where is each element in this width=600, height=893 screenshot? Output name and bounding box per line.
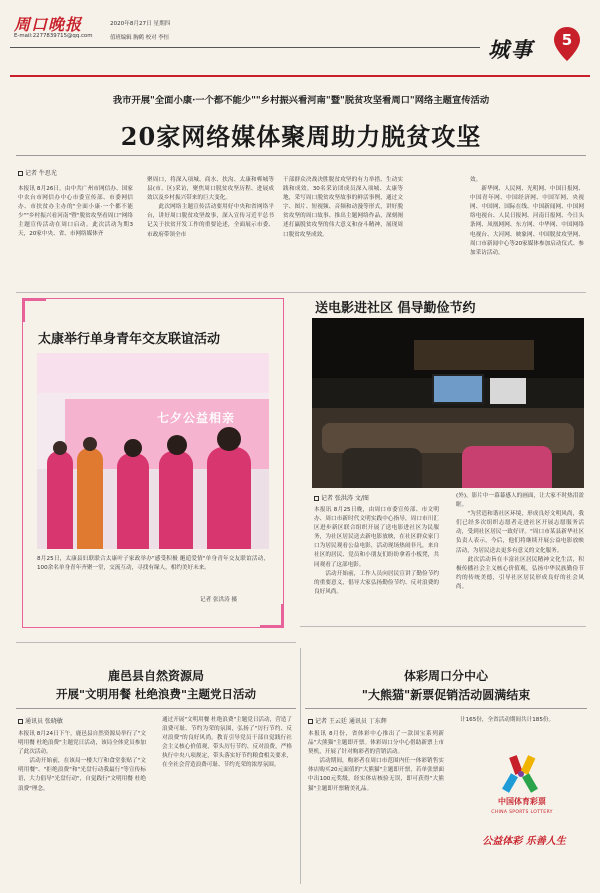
luyi-col-2: 通过开展"文明用餐 杜绝浪费"主题党日活动，营造了浪费可耻、节约为荣的氛围，弘扬了"厉行节约、反对浪费"的良好风尚，教育引导党员干部自觉践行社会主义核心价值观，带头厉行节约、反对浪费，严格执行中央八项规定，带头落实好节约粮食相关要求，在全社会营造浪费可耻、节约光荣的浓厚氛围。 [162,717,292,769]
lead-kicker: 我市开展"全面小康·一个都不能少""乡村振兴看河南"暨"脱贫攻坚看周口"网络主题宣传活动 [112,95,490,106]
masthead-date: 2020年8月27日 星期四 [110,21,171,27]
taikang-credit: 记者 张洪涛 摄 [200,597,238,603]
lottery-byline: 记者 王云廷 通讯员 丁东辉 [308,716,387,725]
lead-byline: 记者 牛思光 [18,168,57,177]
lead-col-2: 聚周口，将深入项城、商水、扶沟、太康和郸城等县(市、区)采访，聚焦周口脱贫攻坚历程、进展成效以及乡村振兴带来的巨大变化。 此次网络主题宣传活动要用好中央和省网络平台，讲好周口脱贫攻坚故事，深入宣传习近平总书记关于扶贫开发工作的重要论述，全面展示市委、市政府带领全市 [147,177,274,238]
masthead [0,0,600,78]
luyi-byline: 通讯员 张晓敏 [18,716,63,725]
movie-col-2: (外)。影片中一幕幕感人的画面，让大家不时热泪盈眶。 "为营造和谐社区环境，形成良好文明风尚，我们已经多次组织志愿者走进社区开展志愿服务活动，受到社区居民一致好评。"周口市某县新华社区负责人表示，今后，他们将继续开展公益电影放映活动，为居民送去更多有意义的文化服务。 此次活动旨在丰富社区居民精神文化生活，积极传播社会主义核心价值观，弘扬中华民族勤俭节约的传统美德，引导社区居民形成良好的社会风尚。 [456,493,584,590]
masthead-email: E-mail:2277839715@qq.com [14,33,93,39]
lottery-emblem-icon [474,752,570,796]
lead-col-4: 效。 新华网、人民网、光明网、中国日报网、中国青年网、中国经济网、中国军网、央视网、中国网、国际在线、中国新闻网、中国网络电视台、人民日报网、河南日报网、今日头条网、凤凰网网、东方网、中华网、中国网络电视台、大河网、映象网、中国脱贫攻坚网、周口市新闻中心等20家媒体参加启动仪式、参加采访活动。 [470,177,584,256]
movie-photo [312,318,584,488]
lead-headline: 20家网络媒体聚周助力脱贫攻坚 [120,122,482,151]
lottery-headline-2: "大熊猫"新票促销活动圆满结束 [361,688,531,702]
page-number: 5 [561,31,573,49]
lead-col-1: 本报讯 8月26日，由中共广州市网信办、国家中农台市网信办中心市委宣传部、市委网信办、市扶贫办主办的"全面小康·一个都不能少""乡村振兴看河南"暨"脱贫攻坚看周口"网络主题宣传活动在周口启动。此次活动为期3天，20家中央、省、市网络媒体齐 [18,186,133,238]
lead-col-3: 干部群众决战决胜脱贫攻坚的有力举措、生动实践和成效。30名采访团成员深入项城、太康等地，采写周口脱贫攻坚故事的鲜活事例，通过文字、图片、短视频、音频和动漫等形式，讲好脱贫攻坚的周口故事、推出主题网络作品，深刻阐述打赢脱贫攻坚的伟大意义和奋斗精神，展现周口脱贫攻坚成效。 [283,177,403,238]
lottery-col-2: 计165份，全省活动期间共计185份。 [460,717,555,723]
masthead-logo: 周口晚报 [14,15,83,34]
luyi-headline-2: 开展"文明用餐 杜绝浪费"主题党日活动 [56,687,256,701]
movie-headline: 送电影进社区 倡导勤俭节约 [315,301,476,316]
lottery-slogan: 公益体彩 乐善人生 [482,836,566,847]
lottery-headline-1: 体彩周口分中心 [403,669,488,683]
lottery-col-1: 本报讯 8月份，省体彩中心推出了一款国宝系列新品"大熊猫"主题即开票。体彩周口分中心借助新票上市契机，开展了针对购彩者的营销活动。 活动期间，购彩者在周口市范围内任一体彩销售实体店购买20元面值的"大熊猫"主题即开票，若单张票面中出100元奖级，经实体店核验无误，即可获得"大熊猫"主题即开票精美礼品。 [308,731,444,792]
taikang-headline: 太康举行单身青年交友联谊活动 [38,332,221,347]
sports-lottery-logo [474,752,570,822]
taikang-photo [37,353,269,549]
banner-text: 七夕公益相亲 [157,411,236,425]
luyi-col-1: 本报讯 8月24日下午，鹿邑县自然资源局举行了"文明用餐 杜绝浪费"主题党日活动，该局全体党员参加了此次活动。 活动开始前，在该局一楼大厅和食堂张贴了"文明用餐"、"拒绝浪费"和"光盘行动我最行"等宣传标语，大力倡导"光盘行动"，自觉践行"文明用餐 杜绝浪费"理念。 [18,731,146,792]
lottery-logo-name: 中国体育彩票 [498,796,546,806]
section-title: 城事 [488,37,534,62]
taikang-caption: 8月25日，太康县妇联联合太康叶子家政举办"感受积极 邂逅爱情"单身青年交友联谊活动，100余名单身青年齐聚一堂，交流互动，寻找有缘人，相约美好未来。 [37,556,269,572]
luyi-headline-1: 鹿邑县自然资源局 [107,669,204,683]
page-number-badge [553,26,581,62]
movie-byline: 记者 张洪涛 文/图 [314,493,369,502]
movie-col-1: 本报讯 8月25日晚，由周口市委宣传部、市文明办、周口市新时代文明实践中心指导，周口市川汇区进步新区联合组织开展了送电影进社区为民服务，为社区居民送去新电影放映，在社区群众家门口为居民观看公益电影，活动现场热闹非凡，来自社区的居民、党员和小朋友们纷纷拿着小板凳，共同观看了这部电影。 活动开始前，工作人员向居民宣讲了勤俭节约的重要意义，倡导大家弘扬勤俭节约、反对浪费的良好风尚。 [314,507,439,595]
masthead-staff: 值班编辑 胸鹤 校对 李恒 [110,35,170,41]
lottery-logo-en: CHINA SPORTS LOTTERY [491,810,553,815]
